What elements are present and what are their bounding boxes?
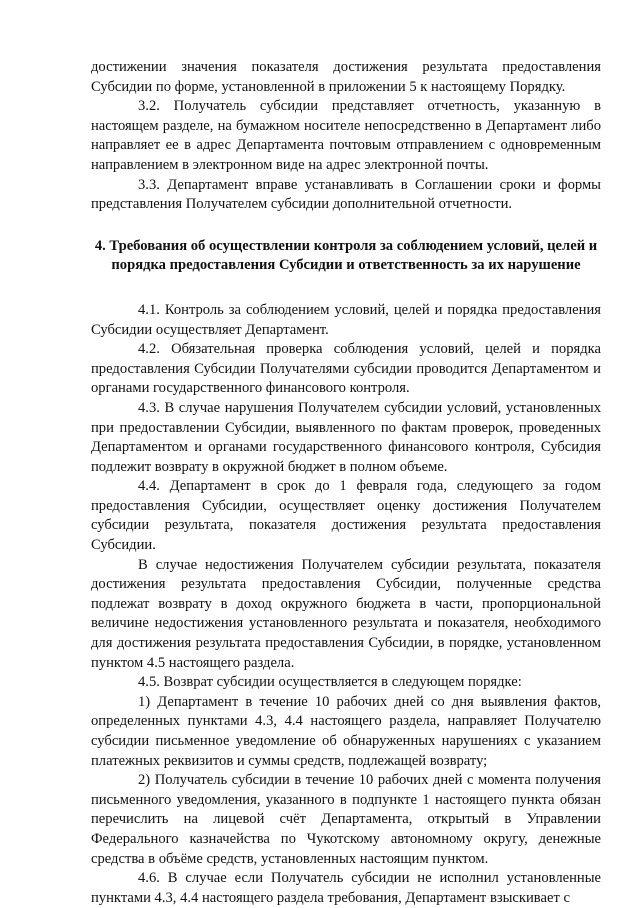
- paragraph-3-3: 3.3. Департамент вправе устанавливать в Соглашении сроки и формы представления Получателем субсидии дополнительной отчетности.: [91, 176, 601, 213]
- paragraph-4-4: 4.4. Департамент в срок до 1 февраля года, следующего за годом предоставления Субсидии, осуществляет оценку достижения Получателем субсидии результата, показателя достижения результата предоставления Субсидии.: [91, 478, 601, 554]
- paragraph-4-2: 4.2. Обязательная проверка соблюдения условий, целей и порядка предоставления Субсидии Получателями субсидии проводится Департаментом и органами государственного финансового контроля.: [91, 341, 601, 397]
- paragraph-4-5-2: 2) Получатель субсидии в течение 10 рабочих дней с момента получения письменного уведомления, указанного в подпункте 1 настоящего пункта обязан перечислить на лицевой счёт Департамента, открытый в Управлении Федерального казначейства по Чукотскому автономному округу, денежные средства в объёме средств, установленных настоящим пунктом.: [91, 772, 601, 867]
- paragraph-continuation: достижении значения показателя достижения результата предоставления Субсидии по форме, установленной в приложении 5 к настоящему Порядку.: [91, 59, 601, 95]
- section-heading: 4. Требования об осуществлении контроля за соблюдением условий, целей и порядка предоставления Субсидии и ответственность за их нарушение: [94, 237, 598, 274]
- document-page: [91, 58, 601, 908]
- paragraph-3-2: 3.2. Получатель субсидии представляет отчетность, указанную в настоящем разделе, на бумажном носителе непосредственно в Департамент либо направляет ее в адрес Департамента почтовым отправлением с одновременным направлением в электронном виде на адрес электронной почты.: [91, 98, 601, 173]
- paragraph-4-4-cont: В случае недостижения Получателем субсидии результата, показателя достижения результата предоставления Субсидии, полученные средства подлежат возврату в доход окружного бюджета в части, пропорциональной величине недостижения установленного результата и показателя, необходимого для достижения результата предоставления Субсидии, в порядке, установленном пунктом 4.5 настоящего раздела.: [91, 556, 601, 671]
- paragraph-4-5: 4.5. Возврат субсидии осуществляется в следующем порядке:: [138, 674, 522, 691]
- paragraph-4-6: 4.6. В случае если Получатель субсидии не исполнил установленные пунктами 4.3, 4.4 настоящего раздела требования, Департамент взыскивает с: [91, 870, 601, 906]
- paragraph-4-1: 4.1. Контроль за соблюдением условий, целей и порядка предоставления Субсидии осуществляет Департамент.: [91, 301, 601, 338]
- paragraph-4-3: 4.3. В случае нарушения Получателем субсидии условий, установленных при предоставлении Субсидии, выявленного по фактам проверок, проведенных Департаментом и органами государственного финансового контроля, Субсидия подлежит возврату в окружной бюджет в полном объеме.: [91, 399, 601, 475]
- paragraph-4-5-1: 1) Департамент в течение 10 рабочих дней со дня выявления фактов, определенных пунктами 4.3, 4.4 настоящего раздела, направляет Получателю субсидии письменное уведомление об обнаруженных нарушениях с указанием платежных реквизитов и суммы средств, подлежащей возврату;: [91, 693, 601, 769]
